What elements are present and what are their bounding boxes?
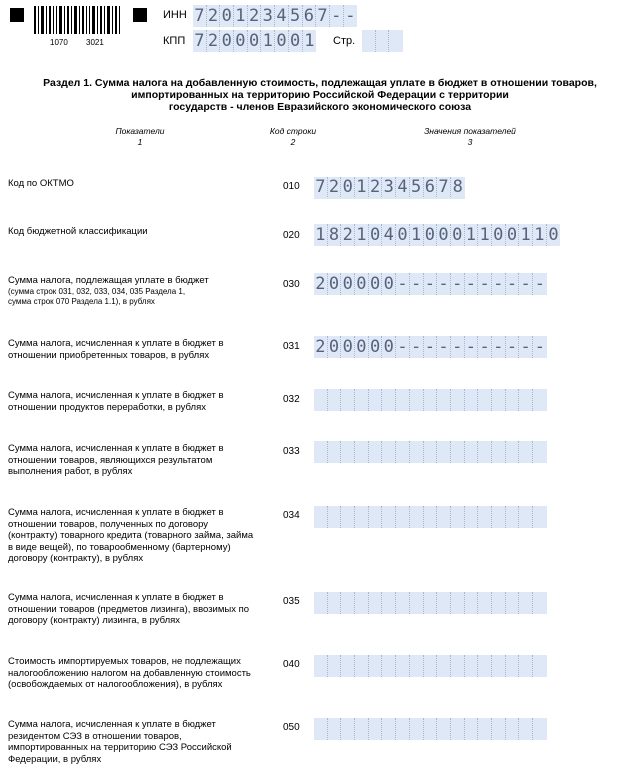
row-label-031 [8,338,260,361]
char-cell: 0 [369,336,383,358]
column-header-values [400,126,540,148]
char-cell [451,389,465,411]
kpp-label: КПП [163,35,186,47]
section-title-line: государств - членов Евразийского экономического союза [168,101,472,113]
char-cell [328,655,342,677]
char-cell [396,655,410,677]
page-number-label: Стр. [333,35,356,47]
char-cell: 5 [410,177,424,197]
char-cell: - [424,273,438,295]
char-cell [519,592,533,614]
row-label-oktmo [8,178,260,190]
barcode-number-right: 3021 [86,38,104,47]
char-cell [492,441,506,463]
char-cell [355,592,369,614]
char-cell [506,655,520,677]
char-cell [451,441,465,463]
amount-050-field[interactable] [314,718,547,740]
char-cell: 1 [519,224,533,246]
row-code: 031 [283,341,300,352]
char-cell [506,718,520,740]
char-cell: - [396,336,410,358]
char-cell [410,389,424,411]
char-cell [437,655,451,677]
char-cell: 1 [304,31,315,51]
char-cell: - [345,6,356,26]
kpp-field[interactable] [193,30,316,52]
char-cell [478,441,492,463]
char-cell: 0 [506,224,520,246]
char-cell: 7 [316,5,330,27]
char-cell: - [492,336,506,358]
char-cell [314,592,328,614]
char-cell: 0 [341,336,355,358]
row-label-035 [8,592,260,627]
char-cell [341,655,355,677]
char-cell: 0 [396,224,410,246]
char-cell: 1 [314,224,328,246]
char-cell: - [478,336,492,358]
char-cell: - [478,273,492,295]
section-title [20,77,620,113]
row-code: 034 [283,510,300,521]
char-cell [389,30,403,52]
char-cell [369,506,383,528]
char-cell [492,389,506,411]
char-cell: - [451,336,465,358]
char-cell [382,592,396,614]
char-cell [519,718,533,740]
char-cell: 1 [478,224,492,246]
char-cell [355,389,369,411]
char-cell [328,389,342,411]
char-cell: 4 [382,224,396,246]
char-cell [519,441,533,463]
char-cell: 7 [193,5,207,27]
row-label-050 [8,719,260,765]
char-cell [465,655,479,677]
char-cell [341,718,355,740]
char-cell: 4 [396,177,410,197]
char-cell: 6 [424,177,438,197]
row-code: 032 [283,394,300,405]
char-cell [492,718,506,740]
char-cell [506,506,520,528]
char-cell [492,655,506,677]
char-cell: 0 [248,30,262,52]
char-cell: - [437,273,451,295]
char-cell [451,718,465,740]
char-cell [424,506,438,528]
char-cell [314,718,328,740]
char-cell: 8 [328,224,342,246]
column-header-name: Код строки [269,126,317,136]
char-cell [410,655,424,677]
row-label-030 [8,275,260,307]
row-code: 035 [283,596,300,607]
char-cell: 0 [289,30,303,52]
page-number-field[interactable] [362,30,403,52]
char-cell: 7 [314,177,328,197]
char-cell [314,389,328,411]
char-cell: 0 [492,224,506,246]
inn-field[interactable] [193,5,357,27]
corner-marker-left [10,8,24,22]
char-cell [506,441,520,463]
char-cell [396,441,410,463]
column-header-number: 3 [467,137,473,147]
corner-marker-right [133,8,147,22]
amount-031-field[interactable] [314,336,547,358]
char-cell: 2 [369,177,383,197]
row-label-text: Код бюджетной классификации [8,226,148,237]
row-label-text: Код по ОКТМО [8,178,74,189]
char-cell [396,592,410,614]
char-cell [376,30,390,52]
char-cell [478,655,492,677]
char-cell: 0 [355,336,369,358]
char-cell: 1 [410,224,424,246]
row-label-text: Сумма налога, исчисленная к уплате в бюджет в отношении товаров (предметов лизинга), ввозимых по договору (контракту) лизинга, в рублях [8,592,250,626]
char-cell [478,389,492,411]
char-cell: 2 [207,5,221,27]
char-cell: 1 [355,177,369,197]
char-cell [355,655,369,677]
char-cell [478,718,492,740]
char-cell [465,441,479,463]
row-code: 020 [283,230,300,241]
char-cell [369,718,383,740]
char-cell [355,506,369,528]
row-label-040 [8,656,260,691]
char-cell: 0 [355,273,369,295]
char-cell: 0 [234,30,248,52]
char-cell [533,506,547,528]
char-cell [362,30,376,52]
char-cell [533,655,547,677]
char-cell [341,389,355,411]
char-cell: 3 [382,177,396,197]
row-label-text: Сумма налога, исчисленная к уплате в бюджет в отношении товаров, полученных по договору (контракту) товарного кредита (товарного займа, займа в виде вещей), по товарообменному (бартерному) договору (контракту), в рублях [8,507,254,564]
char-cell [396,506,410,528]
char-cell: 0 [220,30,234,52]
barcode-number-left: 1070 [50,38,68,47]
char-cell: - [330,5,344,27]
char-cell [328,506,342,528]
char-cell [465,718,479,740]
char-cell: 0 [369,273,383,295]
char-cell: - [437,336,451,358]
row-label-033 [8,443,260,478]
char-cell [533,592,547,614]
char-cell: 7 [437,177,451,197]
column-header-name: Значения показателей [424,126,516,136]
row-label-034 [8,507,260,565]
char-cell: 7 [193,30,207,52]
char-cell: 0 [382,336,396,358]
char-cell [506,592,520,614]
amount-032-field[interactable] [314,389,547,411]
char-cell [533,389,547,411]
char-cell: 1 [234,5,248,27]
row-code: 033 [283,446,300,457]
char-cell [382,506,396,528]
char-cell: - [492,273,506,295]
char-cell: 2 [207,30,221,52]
char-cell [328,592,342,614]
char-cell [424,655,438,677]
char-cell: 1 [261,30,275,52]
char-cell [382,718,396,740]
char-cell [328,441,342,463]
char-cell [519,506,533,528]
char-cell [437,389,451,411]
char-cell [533,718,547,740]
char-cell [465,592,479,614]
char-cell: 2 [328,177,342,197]
barcode [34,6,120,34]
char-cell: - [465,336,479,358]
column-header-name: Показатели [115,126,165,136]
amount-033-field[interactable] [314,441,547,463]
char-cell [328,718,342,740]
char-cell: 6 [303,5,317,27]
char-cell [382,655,396,677]
char-cell: 0 [328,273,342,295]
row-label-text: Сумма налога, исчисленная к уплате в бюджет в отношении продуктов переработки, в рублях [8,390,224,413]
char-cell [478,592,492,614]
char-cell [369,441,383,463]
row-label-text: Стоимость импортируемых товаров, не подлежащих налогообложению налогом на добавленную стоимость (освобождаемых от налогообложения), в рублях [8,656,251,690]
char-cell [396,389,410,411]
char-cell: - [410,336,424,358]
char-cell [437,718,451,740]
char-cell [424,389,438,411]
char-cell: - [465,273,479,295]
char-cell [369,592,383,614]
section-title-line: Раздел 1. Сумма налога на добавленную стоимость, подлежащая уплате в бюджет в отношении товаров, [43,77,597,89]
char-cell: - [534,274,545,294]
char-cell [410,441,424,463]
char-cell: 0 [275,30,289,52]
row-label-032 [8,390,260,413]
char-cell [519,389,533,411]
char-cell [410,718,424,740]
char-cell [341,441,355,463]
column-header-number: 2 [290,137,296,147]
row-label-text: Сумма налога, исчисленная к уплате в бюджет в отношении товаров, являющихся результатом выполнения работ, в рублях [8,443,224,477]
char-cell: - [519,336,533,358]
row-label-text: Сумма налога, исчисленная к уплате в бюджет в отношении приобретенных товаров, в рублях [8,338,224,361]
amount-035-field[interactable] [314,592,547,614]
row-label-kbk [8,226,260,238]
column-header-number: 1 [137,137,143,147]
char-cell [424,718,438,740]
char-cell [519,655,533,677]
char-cell [314,506,328,528]
char-cell: - [424,336,438,358]
char-cell: - [410,273,424,295]
char-cell: - [451,273,465,295]
char-cell [437,506,451,528]
char-cell: 0 [369,224,383,246]
column-header-code [253,126,333,148]
char-cell: - [506,273,520,295]
row-code: 010 [283,181,300,192]
char-cell [410,506,424,528]
char-cell: 1 [465,224,479,246]
char-cell: 0 [382,273,396,295]
char-cell [369,389,383,411]
char-cell [424,592,438,614]
char-cell [465,506,479,528]
char-cell: 3 [261,5,275,27]
char-cell [492,592,506,614]
char-cell: 0 [424,224,438,246]
char-cell: - [534,337,545,357]
amount-040-field[interactable] [314,655,547,677]
char-cell: 1 [355,224,369,246]
char-cell: 1 [533,224,547,246]
char-cell [382,389,396,411]
char-cell: 0 [341,273,355,295]
char-cell [410,592,424,614]
oktmo-field[interactable] [314,177,465,199]
char-cell [437,441,451,463]
char-cell [506,389,520,411]
char-cell: 0 [341,177,355,197]
section-title-line: импортированных на территорию Российской Федерации с территории [131,89,509,101]
char-cell [355,441,369,463]
char-cell: 5 [289,5,303,27]
char-cell: 0 [548,225,559,245]
char-cell [314,441,328,463]
char-cell: 4 [275,5,289,27]
char-cell: 0 [220,5,234,27]
char-cell [492,506,506,528]
char-cell: - [396,273,410,295]
char-cell [437,592,451,614]
char-cell: 2 [314,273,328,295]
char-cell: 2 [314,336,328,358]
inn-label: ИНН [163,9,187,21]
char-cell: 2 [341,224,355,246]
char-cell: 8 [452,177,463,197]
char-cell: - [506,336,520,358]
row-label-text: Сумма налога, подлежащая уплате в бюджет [8,275,209,286]
char-cell [341,506,355,528]
char-cell [314,655,328,677]
amount-034-field[interactable] [314,506,547,528]
char-cell [424,441,438,463]
column-header-indicators [100,126,180,148]
char-cell [451,506,465,528]
char-cell [451,592,465,614]
row-label-subtext: (сумма строк 031, 032, 033, 034, 035 Раздела 1, сумма строк 070 Раздела 1.1), в рублях [8,286,186,306]
char-cell [533,441,547,463]
char-cell: - [519,273,533,295]
char-cell [355,718,369,740]
char-cell [369,655,383,677]
char-cell [465,389,479,411]
char-cell: 0 [328,336,342,358]
row-code: 030 [283,279,300,290]
char-cell [341,592,355,614]
row-label-text: Сумма налога, исчисленная к уплате в бюджет резидентом СЭЗ в отношении товаров, импортированных на территорию СЭЗ Российской Федерации, в рублях [8,719,232,765]
char-cell [396,718,410,740]
char-cell: 0 [437,224,451,246]
amount-030-field[interactable] [314,273,547,295]
row-code: 040 [283,659,300,670]
char-cell: 0 [451,224,465,246]
char-cell [478,506,492,528]
char-cell [382,441,396,463]
row-code: 050 [283,722,300,733]
char-cell [451,655,465,677]
char-cell: 2 [248,5,262,27]
kbk-field[interactable] [314,224,560,246]
